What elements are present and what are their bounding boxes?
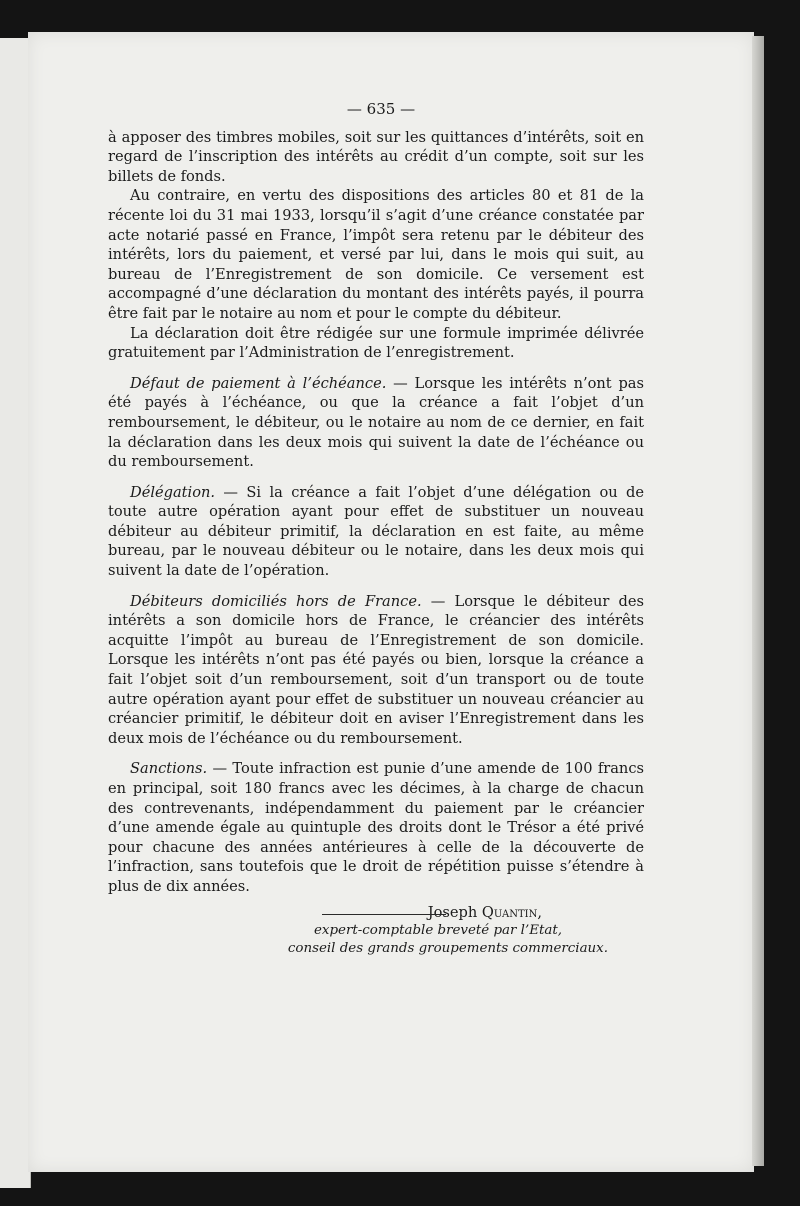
section-delegation [108,483,644,581]
page-stack-edge [752,36,764,1166]
paragraph-text: — Si la créance a fait l’objet d’une délégation ou de toute autre opération ayant pour effet de substituer un nouveau débiteur au débiteur primitif, la déclaration en est faite, au même bureau, par le nouveau débiteur ou le notaire, dans les deux mois qui suivent la date de l’opération. [108,483,644,580]
paragraph-text: — Lorsque les intérêts n’ont pas été payés à l’échéance, ou que la créance a fait l’objet d’un remboursement, le débiteur, ou le notaire au nom de ce dernier, en fait la déclaration dans les deux mois qui suivent la date de l’échéance ou du remboursement. [108,374,644,471]
section-heading: Débiteurs domiciliés hors de France. [130,592,422,610]
author-title: expert-comptable breveté par l’Etat, [314,923,562,939]
section-heading: Sanctions. [130,760,208,778]
signature-block [108,903,644,959]
paragraph-text: La déclaration doit être rédigée sur une formule imprimée délivrée gratuitement par l’Administration de l’enregistrement. [108,324,644,362]
author-first-name: Joseph [427,903,478,921]
section-sanctions [108,759,644,896]
section-defaut-de-paiement [108,374,644,472]
author-last-name: Quantin, [481,903,542,921]
author-name [108,903,614,923]
paragraph-text: — Toute infraction est punie d’une amende de 100 francs en principal, soit 180 francs avec les décimes, à la charge de chacun des contrevenants, indépendamment du paiement par le créancier d’une amende égale au quintuple des droits dont le Trésor a été privé pour chacune des années antérieures à celle de la découverte de l’infraction, sans toutefois que le droit de répétition puisse s’étendre à plus de dix années. [108,760,644,895]
section-debiteurs-hors-de-france [108,592,644,749]
paragraph-1 [108,128,644,187]
paragraph-3 [108,324,644,363]
paragraph-text: à apposer des timbres mobiles, soit sur les quittances d’intérêts, soit en regard de l’inscription des intérêts au crédit d’un compte, soit sur les billets de fonds. [108,128,644,185]
page-number: — 635 — [346,100,416,118]
paragraph-2 [108,186,644,323]
section-heading: Délégation. [130,483,216,501]
section-heading: Défaut de paiement à l’échéance. [130,374,387,392]
paragraph-text: Au contraire, en vertu des dispositions des articles 80 et 81 de la récente loi du 31 mai 1933, lorsqu’il s’agit d’une créance constatée par acte notarié passé en France, l’impôt sera retenu par le débiteur des intérêts, lors du paiement, et versé par lui, dans le mois qui suit, au bureau de l’Enregistrement de son domicile. Ce versement est accompagné d’une déclaration du montant des intérêts payés, il pourra être fait par le notaire au nom et pour le compte du débiteur. [108,187,644,322]
paragraph-text: — Lorsque le débiteur des intérêts a son domicile hors de France, le créancier des intérêts acquitte l’impôt au bureau de l’Enregistrement de son domicile. Lorsque les intérêts n’ont pas été payés ou bien, lorsque la créance a fait l’objet soit d’un remboursement, soit d’un transport ou de toute autre opération ayant pour effet de substituer un nouveau créancier au créancier primitif, le débiteur doit en aviser l’Enregistrement dans les deux mois de l’échéance ou du remboursement. [108,592,645,747]
author-affiliation: conseil des grands groupements commerciaux. [287,941,608,957]
facing-page-edge [0,38,31,1188]
end-of-article-rule [322,914,446,915]
page-content [108,100,644,958]
